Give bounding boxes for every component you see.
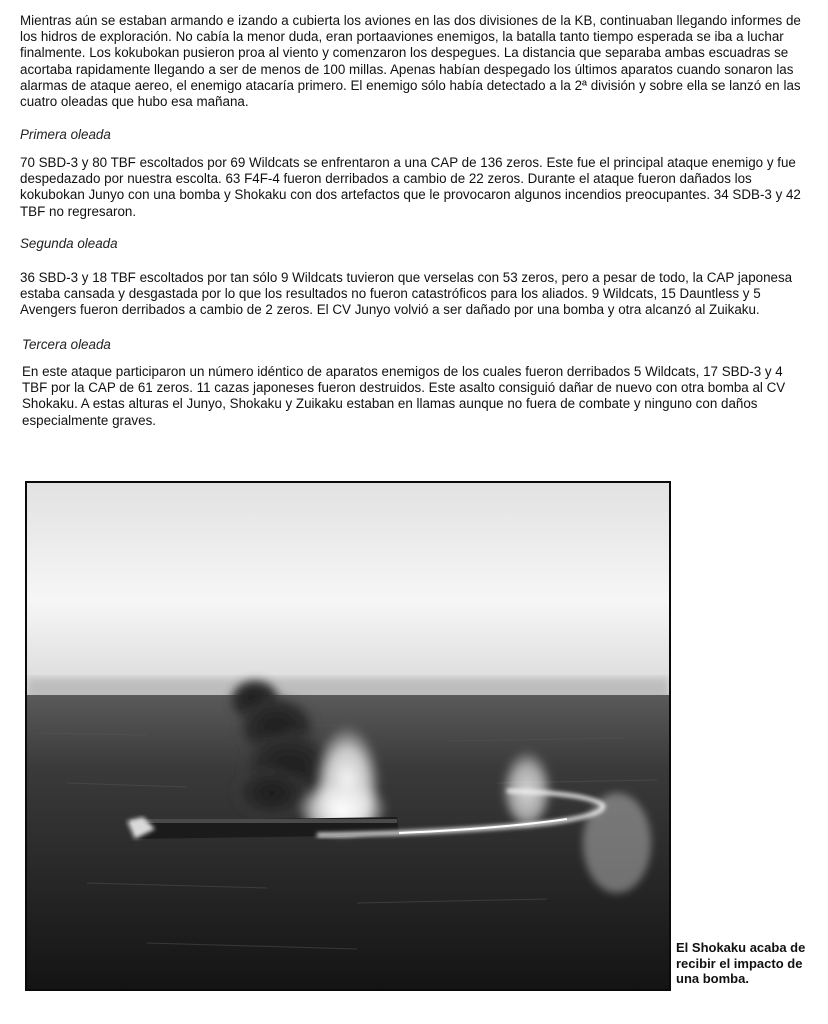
intro-paragraph: Mientras aún se estaban armando e izando a cubierta los aviones en las dos divisiones de la KB, continuaban llegando informes de los hidros de exploración. No cabía la menor duda, eran portaaviones enemigos, la batalla tanto tiempo esperada se iba a luchar finalmente. Los kokubokan pusieron proa al viento y comenzaron los despegues. La distancia que separaba ambas escuadras se acortaba rapidamente llegando a ser de menos de 100 millas. Apenas habían despegado los últimos aparatos cuando sonaron las alarmas de ataque aereo, el enemigo atacaría primero. El enemigo sólo había detectado a la 2ª división y sobre ella se lanzó en las cuatro oleadas que hubo esa mañana.	[20, 13, 801, 110]
section-text-segunda-oleada: 36 SBD-3 y 18 TBF escoltados por tan sólo 9 Wildcats tuvieron que verselas con 53 zeros, pero a pesar de todo, la CAP japonesa estaba cansada y desgastada por lo que los resultados no fueron catastróficos para los aliados. 9 Wildcats, 15 Dauntless y 5 Avengers fueron derribados a cambio de 2 zeros. El CV Junyo volvió a ser dañado por una bomba y otra alcanzó al Zuikaku.	[20, 270, 793, 318]
section-heading-tercera-oleada: Tercera oleada	[22, 337, 111, 352]
section-text-tercera-oleada: En este ataque participaron un número idéntico de aparatos enemigos de los cuales fueron derribados 5 Wildcats, 17 SBD-3 y 4 TBF por la CAP de 61 zeros. 11 cazas japoneses fueron destruidos. Este asalto consiguió dañar de nuevo con otra bomba al CV Shokaku. A estas alturas el Junyo, Shokaku y Zuikaku estaban en llamas aunque no fuera de combate y ninguno con daños especialmente graves.	[22, 364, 786, 428]
carrier-photo	[25, 481, 671, 991]
section-heading-primera-oleada: Primera oleada	[20, 127, 111, 142]
carrier-photo-illustration	[27, 483, 669, 989]
section-heading-segunda-oleada: Segunda oleada	[20, 236, 118, 251]
photo-caption: El Shokaku acaba de recibir el impacto de una bomba.	[676, 940, 806, 986]
section-text-primera-oleada: 70 SBD-3 y 80 TBF escoltados por 69 Wildcats se enfrentaron a una CAP de 136 zeros. Este fue el principal ataque enemigo y fue despedazado por nuestra escolta. 63 F4F-4 fueron derribados a cambio de 22 zeros. Durante el ataque fueron dañados los kokubokan Junyo con una bomba y Shokaku con dos artefactos que le provocaron algunos incendios preocupantes. 34 SDB-3 y 42 TBF no regresaron.	[20, 155, 801, 219]
